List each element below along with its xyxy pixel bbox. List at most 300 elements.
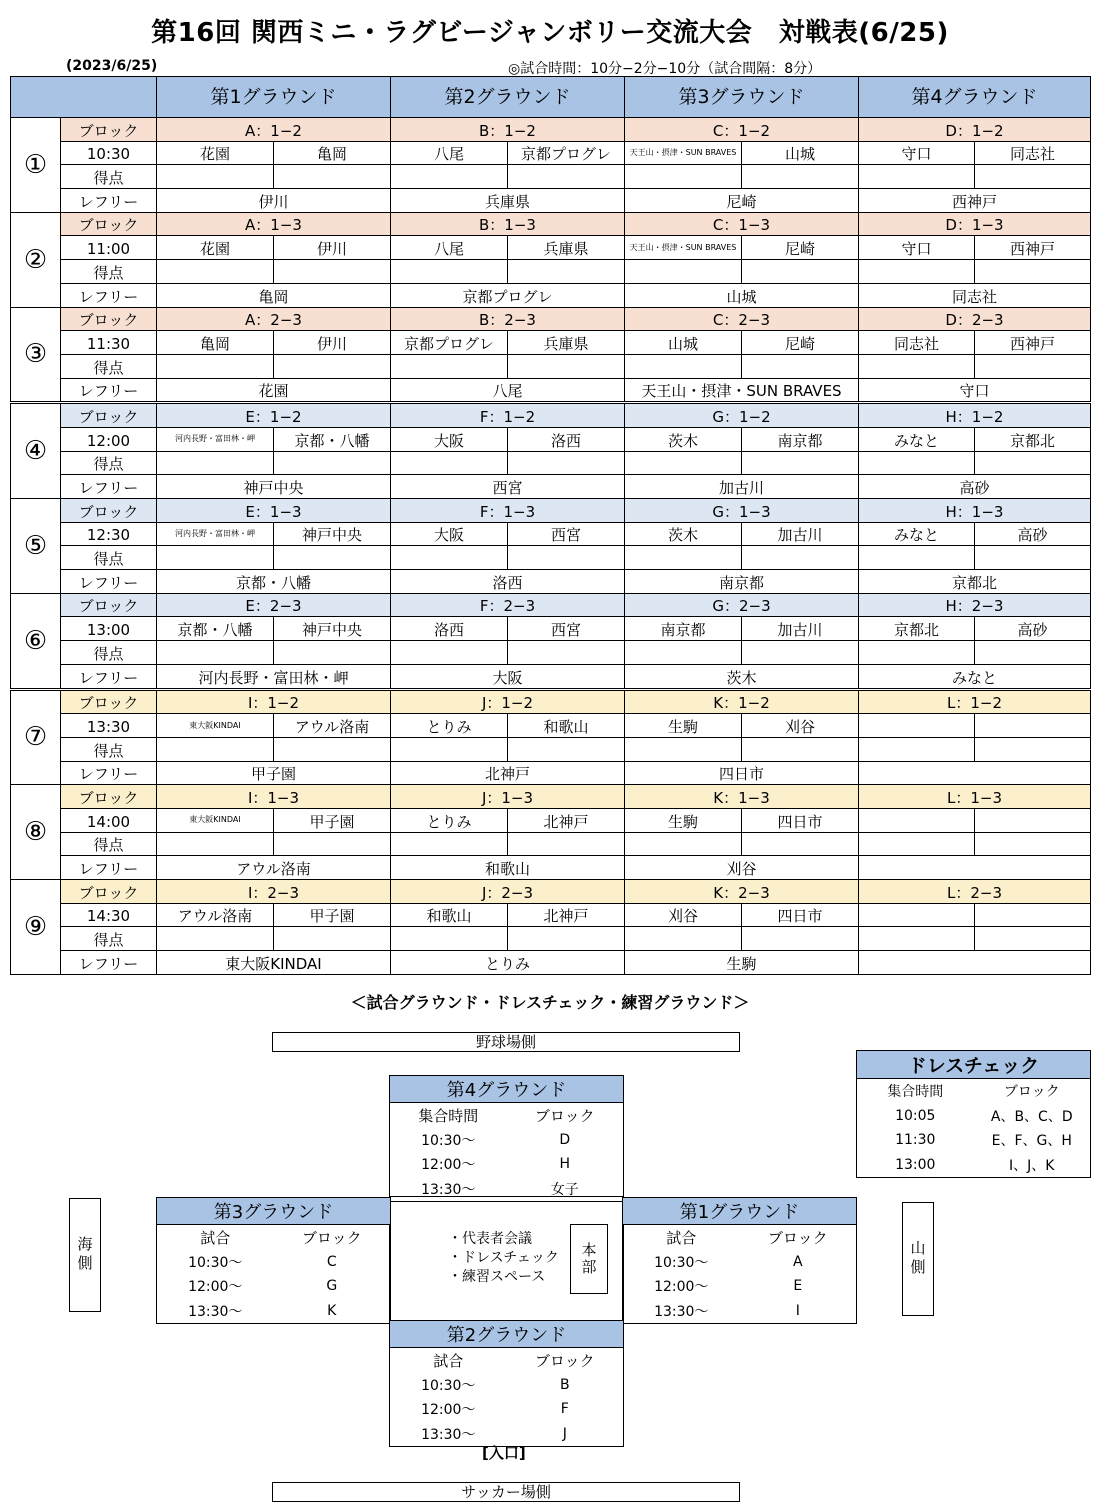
ground4-time: 12:00〜 (421, 1157, 476, 1174)
block-label: ブロック (61, 880, 157, 904)
score-cell (859, 641, 975, 665)
ground-header-2: 第2グラウンド (391, 77, 625, 118)
block-match: D：1−2 (859, 118, 1091, 142)
referee-name (859, 951, 1091, 975)
match-time: 12:30 (61, 522, 157, 546)
match-time-note: ◎試合時間：10分−2分−10分（試合間隔：8分） (508, 61, 822, 77)
score-label: 得点 (61, 927, 157, 951)
team-name: 八尾 (391, 236, 508, 260)
ground4-col2: ブロック (534, 1106, 595, 1125)
team-name: 高砂 (975, 522, 1091, 546)
score-cell (625, 546, 742, 570)
team-name: 京都北 (859, 617, 975, 641)
referee-label: レフリー (61, 570, 157, 594)
block-label: ブロック (61, 499, 157, 523)
round-block-row (11, 212, 1091, 236)
team-name: 甲子園 (274, 808, 391, 832)
team-name: 西神戸 (975, 236, 1091, 260)
round-referee-row (11, 856, 1091, 880)
right-side-label: 山側 (902, 1202, 934, 1316)
score-label: 得点 (61, 260, 157, 284)
ground2-col2: ブロック (534, 1351, 595, 1370)
team-name: 四日市 (742, 903, 859, 927)
block-match: K：1−3 (625, 785, 859, 809)
referee-name: 京都・八幡 (157, 570, 391, 594)
referee-name: 北神戸 (391, 761, 625, 785)
page-title: 第16回 関西ミニ・ラグビージャンボリー交流大会 対戦表(6/25) (151, 18, 949, 48)
ground1-block: I (795, 1302, 800, 1319)
referee-name: 八尾 (391, 378, 625, 403)
center-items (448, 1230, 559, 1287)
score-cell (975, 832, 1091, 856)
score-cell (157, 354, 274, 378)
referee-label: レフリー (61, 283, 157, 307)
ground4-block: D (559, 1131, 571, 1148)
score-cell (274, 260, 391, 284)
referee-name: 四日市 (625, 761, 859, 785)
round-score-row (11, 354, 1091, 378)
score-label: 得点 (61, 546, 157, 570)
team-name: 山城 (625, 331, 742, 355)
score-cell (742, 546, 859, 570)
block-match: C：1−3 (625, 212, 859, 236)
score-cell (975, 165, 1091, 189)
team-name: 生駒 (625, 714, 742, 738)
round-referee-row (11, 761, 1091, 785)
block-match: C：2−3 (625, 307, 859, 331)
team-name: 伊川 (274, 331, 391, 355)
team-name: 和歌山 (508, 714, 625, 738)
referee-name: 亀岡 (157, 283, 391, 307)
center-item: ・代表者会議 (448, 1231, 532, 1247)
block-match: B：2−3 (391, 307, 625, 331)
score-cell (391, 260, 508, 284)
block-match: A：1−2 (157, 118, 391, 142)
score-cell (391, 354, 508, 378)
team-name: 守口 (859, 236, 975, 260)
ground3-time: 12:00〜 (188, 1279, 243, 1296)
team-name: 生駒 (625, 808, 742, 832)
round-referee-row (11, 378, 1091, 403)
score-cell (391, 641, 508, 665)
score-cell (274, 737, 391, 761)
referee-name: 南京都 (625, 570, 859, 594)
referee-label: レフリー (61, 378, 157, 403)
round-team-row (11, 714, 1091, 738)
round-number: ⑤ (11, 499, 61, 594)
ground3-col2: ブロック (301, 1228, 362, 1247)
score-cell (859, 260, 975, 284)
referee-name: 生駒 (625, 951, 859, 975)
round-referee-row (11, 475, 1091, 499)
round-score-row (11, 165, 1091, 189)
referee-name: 西宮 (391, 475, 625, 499)
block-match: G：1−3 (625, 499, 859, 523)
block-label: ブロック (61, 689, 157, 714)
round-block-row (11, 499, 1091, 523)
left-side-label: 海側 (69, 1198, 101, 1312)
team-name (859, 903, 975, 927)
score-cell (859, 737, 975, 761)
score-cell (508, 451, 625, 475)
score-cell (742, 451, 859, 475)
score-cell (274, 165, 391, 189)
block-label: ブロック (61, 403, 157, 428)
referee-name: 西神戸 (859, 189, 1091, 213)
referee-name (859, 856, 1091, 880)
block-match: H：1−2 (859, 403, 1091, 428)
round-score-row (11, 641, 1091, 665)
score-cell (157, 927, 274, 951)
team-name: 同志社 (975, 141, 1091, 165)
center-item: ・練習スペース (448, 1269, 546, 1285)
team-name: 京都北 (975, 427, 1091, 451)
referee-label: レフリー (61, 951, 157, 975)
ground1-col1: 試合 (666, 1228, 697, 1247)
ground1-time: 10:30〜 (654, 1254, 709, 1271)
event-date: (2023/6/25) (66, 58, 158, 74)
round-score-row (11, 737, 1091, 761)
referee-name: 尼崎 (625, 189, 859, 213)
score-label: 得点 (61, 165, 157, 189)
score-cell (157, 832, 274, 856)
ground2-time: 13:30〜 (421, 1426, 476, 1443)
block-match: E：1−2 (157, 403, 391, 428)
ground2-col1: 試合 (433, 1351, 464, 1370)
round-number: ⑧ (11, 785, 61, 880)
round-block-row (11, 403, 1091, 428)
block-label: ブロック (61, 118, 157, 142)
team-name: 神戸中央 (274, 522, 391, 546)
ground-header-row (11, 77, 1091, 118)
score-cell (274, 451, 391, 475)
ground3-block: K (327, 1302, 337, 1319)
score-cell (625, 832, 742, 856)
score-cell (859, 927, 975, 951)
team-name: 南京都 (625, 617, 742, 641)
team-name: 北神戸 (508, 903, 625, 927)
team-name: 東大阪KINDAI (157, 714, 274, 738)
round-number: ① (11, 118, 61, 213)
round-team-row (11, 617, 1091, 641)
team-name: 南京都 (742, 427, 859, 451)
team-name: 高砂 (975, 617, 1091, 641)
score-cell (625, 354, 742, 378)
team-name: 大阪 (391, 522, 508, 546)
referee-name: 伊川 (157, 189, 391, 213)
block-match: B：1−2 (391, 118, 625, 142)
team-name: 尼崎 (742, 331, 859, 355)
block-match: B：1−3 (391, 212, 625, 236)
team-name: 山城 (742, 141, 859, 165)
team-name: 京都プログレ (391, 331, 508, 355)
ground4-block: H (559, 1156, 571, 1173)
dress-blocks: A、B、C、D (990, 1108, 1073, 1125)
block-match: I：2−3 (157, 880, 391, 904)
team-name: 同志社 (859, 331, 975, 355)
referee-name: 洛西 (391, 570, 625, 594)
round-score-row (11, 832, 1091, 856)
referee-name: 加古川 (625, 475, 859, 499)
dress-col2: ブロック (1003, 1084, 1060, 1101)
referee-name: 茨木 (625, 664, 859, 689)
round-block-row (11, 880, 1091, 904)
referee-name: アウル洛南 (157, 856, 391, 880)
score-cell (157, 260, 274, 284)
bottom-side-label: サッカー場側 (272, 1482, 740, 1502)
dress-time: 11:30 (895, 1132, 936, 1149)
block-match: C：1−2 (625, 118, 859, 142)
score-cell (508, 832, 625, 856)
block-match: E：1−3 (157, 499, 391, 523)
referee-name: 高砂 (859, 475, 1091, 499)
score-cell (859, 354, 975, 378)
round-team-row (11, 903, 1091, 927)
dress-check-box (856, 1050, 1091, 1178)
score-label: 得点 (61, 832, 157, 856)
ground2-block: J (562, 1425, 567, 1442)
block-match: K：2−3 (625, 880, 859, 904)
round-block-row (11, 593, 1091, 617)
team-name (975, 808, 1091, 832)
ground2-time: 12:00〜 (421, 1402, 476, 1419)
team-name: 尼崎 (742, 236, 859, 260)
entrance-label: [入口] (482, 1444, 526, 1462)
ground-header-4: 第4グラウンド (859, 77, 1091, 118)
referee-label: レフリー (61, 189, 157, 213)
referee-name: 大阪 (391, 664, 625, 689)
round-team-row (11, 331, 1091, 355)
team-name: 和歌山 (391, 903, 508, 927)
dress-blocks: E、F、G、H (991, 1133, 1072, 1150)
block-match: A：2−3 (157, 307, 391, 331)
score-label: 得点 (61, 641, 157, 665)
score-cell (508, 260, 625, 284)
score-cell (625, 641, 742, 665)
team-name: 北神戸 (508, 808, 625, 832)
score-cell (391, 165, 508, 189)
referee-name: 甲子園 (157, 761, 391, 785)
score-cell (625, 260, 742, 284)
team-name: アウル洛南 (274, 714, 391, 738)
score-cell (859, 832, 975, 856)
referee-label: レフリー (61, 761, 157, 785)
team-name: 八尾 (391, 141, 508, 165)
referee-name: 京都北 (859, 570, 1091, 594)
score-cell (157, 165, 274, 189)
team-name: 西宮 (508, 617, 625, 641)
round-referee-row (11, 570, 1091, 594)
ground4-block: 女子 (550, 1181, 579, 1198)
round-score-row (11, 451, 1091, 475)
team-name: 兵庫県 (508, 236, 625, 260)
block-match: K：1−2 (625, 689, 859, 714)
referee-name: 神戸中央 (157, 475, 391, 499)
referee-name (859, 761, 1091, 785)
header-corner (11, 77, 157, 118)
score-cell (625, 165, 742, 189)
score-cell (508, 546, 625, 570)
score-cell (157, 641, 274, 665)
ground3-col1: 試合 (200, 1228, 231, 1247)
ground1-col2: ブロック (767, 1228, 828, 1247)
score-cell (391, 451, 508, 475)
referee-name: 河内長野・富田林・岬 (157, 664, 391, 689)
score-label: 得点 (61, 354, 157, 378)
round-score-row (11, 546, 1091, 570)
ground2-time: 10:30〜 (421, 1377, 476, 1394)
ground2-box (389, 1320, 624, 1447)
ground4-col1: 集合時間 (418, 1106, 479, 1125)
team-name: 亀岡 (274, 141, 391, 165)
block-match: E：2−3 (157, 593, 391, 617)
ground3-box (156, 1197, 391, 1324)
block-label: ブロック (61, 785, 157, 809)
round-number: ⑨ (11, 880, 61, 975)
match-time: 14:30 (61, 903, 157, 927)
team-name: 四日市 (742, 808, 859, 832)
score-cell (274, 354, 391, 378)
round-block-row (11, 307, 1091, 331)
score-cell (391, 832, 508, 856)
round-referee-row (11, 664, 1091, 689)
referee-name: 同志社 (859, 283, 1091, 307)
referee-label: レフリー (61, 856, 157, 880)
block-match: I：1−2 (157, 689, 391, 714)
ground1-block: A (792, 1253, 803, 1270)
referee-name: 花園 (157, 378, 391, 403)
block-match: D：2−3 (859, 307, 1091, 331)
block-match: J：1−3 (391, 785, 625, 809)
block-match: J：2−3 (391, 880, 625, 904)
ground4-time: 13:30〜 (421, 1181, 476, 1198)
match-time: 13:00 (61, 617, 157, 641)
round-block-row (11, 689, 1091, 714)
team-name: 花園 (157, 141, 274, 165)
round-number: ⑥ (11, 593, 61, 689)
score-cell (742, 260, 859, 284)
team-name: 大阪 (391, 427, 508, 451)
headquarters-box: 本部 (570, 1224, 608, 1294)
team-name: 京都・八幡 (274, 427, 391, 451)
score-cell (742, 737, 859, 761)
block-match: G：2−3 (625, 593, 859, 617)
top-side-label: 野球場側 (272, 1032, 740, 1052)
score-cell (975, 546, 1091, 570)
score-label: 得点 (61, 451, 157, 475)
score-cell (975, 354, 1091, 378)
score-cell (391, 546, 508, 570)
dress-time: 10:05 (895, 1107, 936, 1124)
score-cell (625, 737, 742, 761)
score-cell (508, 737, 625, 761)
round-number: ④ (11, 403, 61, 499)
dress-check-title: ドレスチェック (857, 1051, 1091, 1079)
round-block-row (11, 118, 1091, 142)
score-cell (157, 737, 274, 761)
team-name: アウル洛南 (157, 903, 274, 927)
referee-name: 天王山・摂津・SUN BRAVES (625, 378, 859, 403)
block-match: H：1−3 (859, 499, 1091, 523)
match-time: 11:00 (61, 236, 157, 260)
team-name: 兵庫県 (508, 331, 625, 355)
referee-name: 東大阪KINDAI (157, 951, 391, 975)
block-match: L：1−2 (859, 689, 1091, 714)
block-match: F：1−3 (391, 499, 625, 523)
score-cell (859, 165, 975, 189)
ground2-title: 第2グラウンド (390, 1321, 624, 1348)
team-name: とりみ (391, 808, 508, 832)
round-referee-row (11, 189, 1091, 213)
round-score-row (11, 927, 1091, 951)
ground4-box (389, 1075, 624, 1202)
ground3-time: 10:30〜 (188, 1254, 243, 1271)
score-cell (274, 927, 391, 951)
score-cell (975, 927, 1091, 951)
block-match: L：1−3 (859, 785, 1091, 809)
round-team-row (11, 808, 1091, 832)
score-cell (274, 546, 391, 570)
team-name: 刈谷 (625, 903, 742, 927)
referee-name: 山城 (625, 283, 859, 307)
team-name: 西宮 (508, 522, 625, 546)
team-name: 洛西 (391, 617, 508, 641)
block-match: D：1−3 (859, 212, 1091, 236)
score-cell (742, 927, 859, 951)
ground2-block: F (560, 1401, 569, 1418)
score-cell (274, 832, 391, 856)
ground3-block: G (326, 1278, 338, 1295)
team-name: 刈谷 (742, 714, 859, 738)
score-cell (508, 354, 625, 378)
ground4-time: 10:30〜 (421, 1132, 476, 1149)
team-name: 亀岡 (157, 331, 274, 355)
dress-blocks: I、J、K (1009, 1157, 1055, 1174)
round-score-row (11, 260, 1091, 284)
referee-name: 兵庫県 (391, 189, 625, 213)
ground1-time: 13:30〜 (654, 1303, 709, 1320)
referee-name: 京都プログレ (391, 283, 625, 307)
score-cell (975, 737, 1091, 761)
ground-header-3: 第3グラウンド (625, 77, 859, 118)
round-number: ⑦ (11, 689, 61, 785)
score-cell (742, 832, 859, 856)
team-name (975, 714, 1091, 738)
team-name: 加古川 (742, 617, 859, 641)
block-match: F：1−2 (391, 403, 625, 428)
score-cell (975, 641, 1091, 665)
score-cell (391, 927, 508, 951)
ground1-box (622, 1197, 857, 1324)
match-time: 13:30 (61, 714, 157, 738)
ground2-block: B (559, 1376, 570, 1393)
score-cell (742, 354, 859, 378)
team-name: 茨木 (625, 427, 742, 451)
score-cell (157, 546, 274, 570)
team-name (975, 903, 1091, 927)
referee-name: 和歌山 (391, 856, 625, 880)
ground3-block: C (326, 1253, 337, 1270)
team-name: 茨木 (625, 522, 742, 546)
team-name: 洛西 (508, 427, 625, 451)
round-referee-row (11, 283, 1091, 307)
dress-col1: 集合時間 (887, 1084, 944, 1101)
match-time: 12:00 (61, 427, 157, 451)
map-section-title: ＜試合グラウンド・ドレスチェック・練習グラウンド＞ (350, 993, 750, 1012)
score-cell (157, 451, 274, 475)
referee-name: 刈谷 (625, 856, 859, 880)
team-name (859, 808, 975, 832)
